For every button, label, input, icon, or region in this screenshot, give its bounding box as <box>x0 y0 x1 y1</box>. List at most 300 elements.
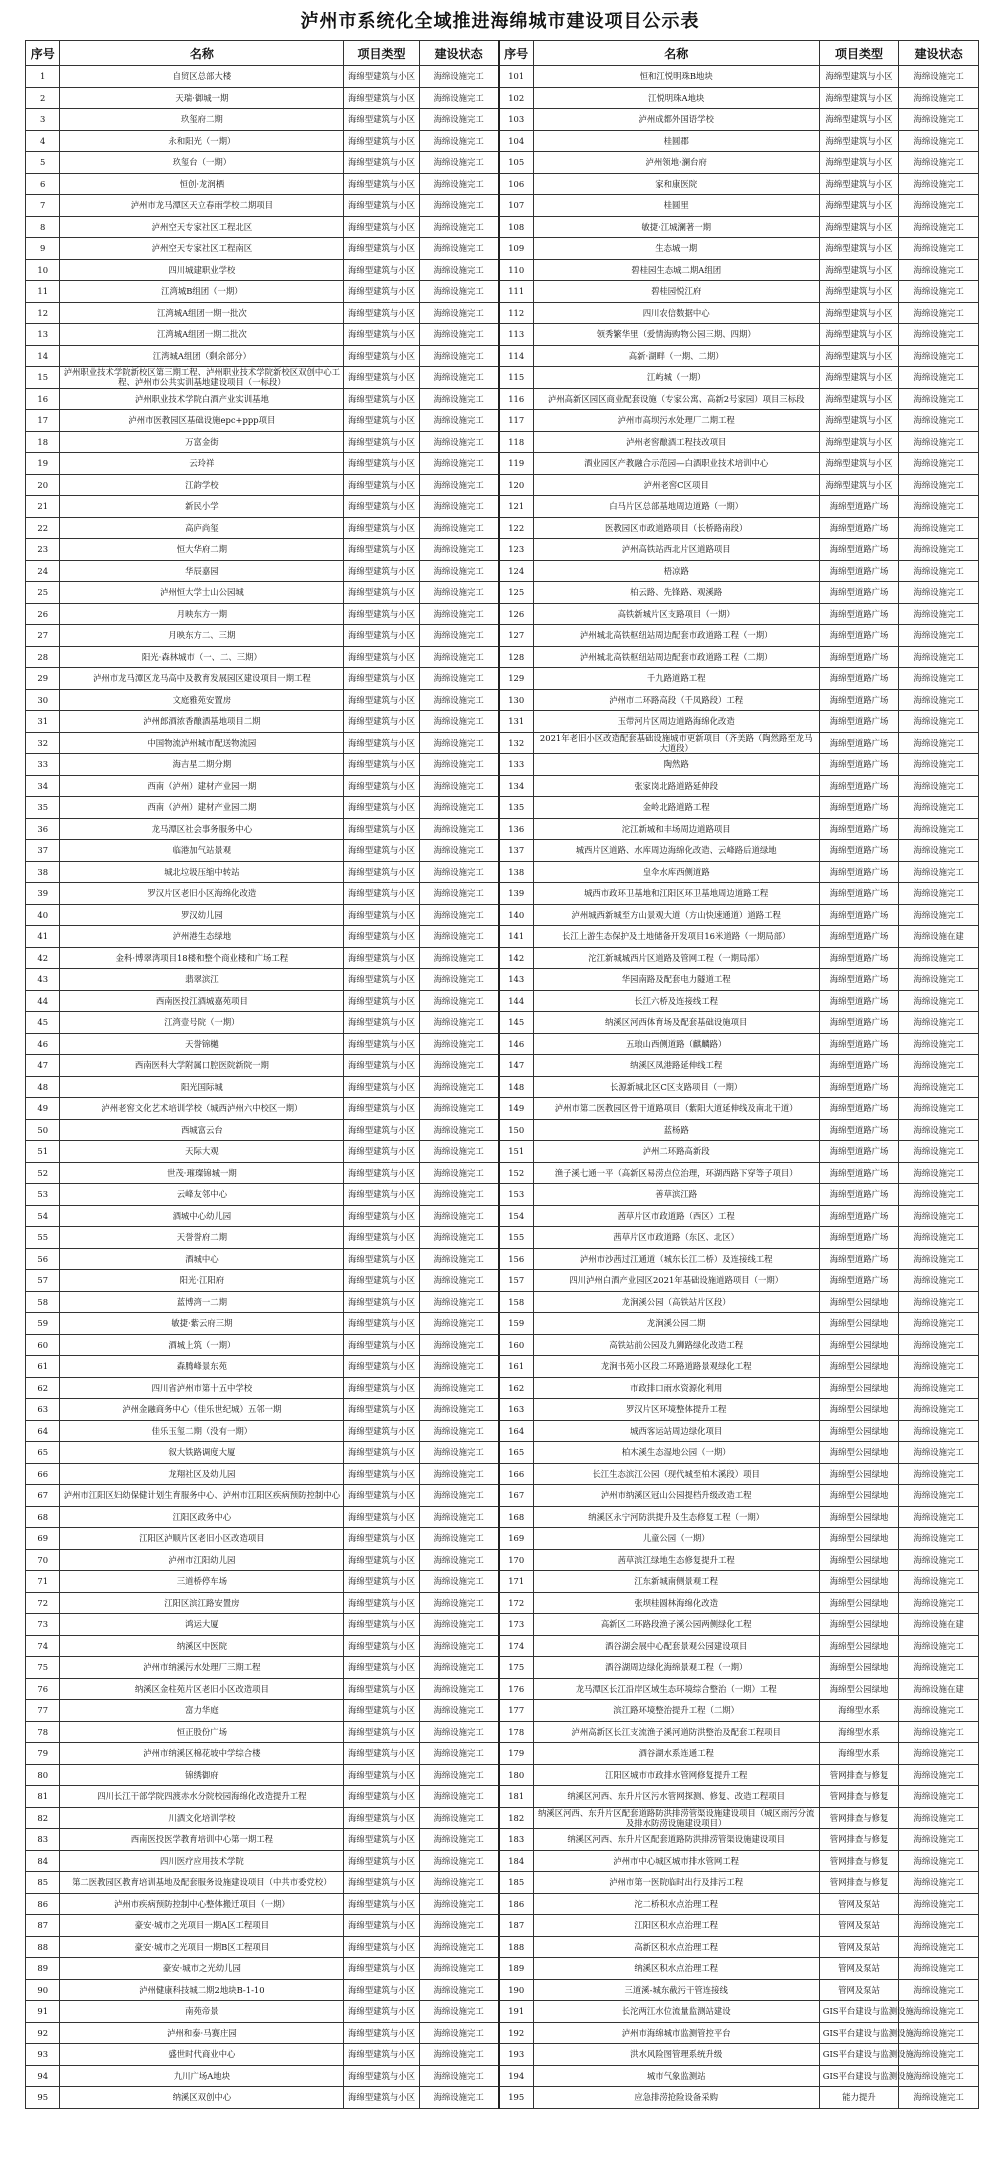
cell-index-left: 17 <box>26 410 60 432</box>
cell-index-right: 108 <box>499 216 533 238</box>
cell-type-left: 海绵型建筑与小区 <box>344 281 419 303</box>
cell-type-left: 海绵型建筑与小区 <box>344 216 419 238</box>
cell-status-left: 海绵设施完工 <box>419 711 499 733</box>
cell-status-right: 海绵设施完工 <box>899 1872 979 1894</box>
cell-name-left: 罗汉幼儿园 <box>60 904 344 926</box>
cell-type-right: 海绵型道路广场 <box>819 668 899 690</box>
cell-name-right: 高新区二环路段渔子溪公园两侧绿化工程 <box>533 1614 819 1636</box>
cell-status-right: 海绵设施完工 <box>899 1506 979 1528</box>
cell-status-left: 海绵设施完工 <box>419 1119 499 1141</box>
cell-name-right: 桂圆郡 <box>533 130 819 152</box>
cell-name-left: 华辰嘉园 <box>60 560 344 582</box>
cell-type-left: 海绵型建筑与小区 <box>344 1936 419 1958</box>
table-row <box>26 281 979 303</box>
table-row <box>26 1098 979 1120</box>
cell-type-right: 海绵型建筑与小区 <box>819 453 899 475</box>
cell-name-right: 张坝桂圆林海绵化改造 <box>533 1592 819 1614</box>
cell-index-left: 14 <box>26 345 60 367</box>
cell-status-left: 海绵设施完工 <box>419 324 499 346</box>
cell-status-right: 海绵设施完工 <box>899 1485 979 1507</box>
cell-status-left: 海绵设施完工 <box>419 1721 499 1743</box>
cell-status-right: 海绵设施完工 <box>899 1786 979 1808</box>
cell-name-left: 天誉锦樾 <box>60 1033 344 1055</box>
cell-type-right: 海绵型公园绿地 <box>819 1528 899 1550</box>
table-row <box>26 1033 979 1055</box>
table-row <box>26 216 979 238</box>
cell-status-left: 海绵设施完工 <box>419 496 499 518</box>
cell-status-left: 海绵设施完工 <box>419 1506 499 1528</box>
cell-status-right: 海绵设施完工 <box>899 1012 979 1034</box>
cell-index-left: 64 <box>26 1420 60 1442</box>
cell-type-right: 海绵型道路广场 <box>819 1076 899 1098</box>
cell-type-left: 海绵型建筑与小区 <box>344 1334 419 1356</box>
cell-name-left: 泸州老窖文化艺术培训学校（城西泸州六中校区一期） <box>60 1098 344 1120</box>
table-row <box>26 2001 979 2023</box>
cell-type-right: 海绵型建筑与小区 <box>819 259 899 281</box>
cell-name-left: 阳光·江阳府 <box>60 1270 344 1292</box>
cell-type-left: 海绵型建筑与小区 <box>344 818 419 840</box>
cell-index-left: 72 <box>26 1592 60 1614</box>
cell-index-left: 56 <box>26 1248 60 1270</box>
cell-status-left: 海绵设施完工 <box>419 302 499 324</box>
cell-type-right: 海绵型建筑与小区 <box>819 302 899 324</box>
cell-index-left: 86 <box>26 1893 60 1915</box>
cell-status-left: 海绵设施完工 <box>419 1399 499 1421</box>
cell-status-right: 海绵设施完工 <box>899 130 979 152</box>
cell-status-left: 海绵设施完工 <box>419 582 499 604</box>
cell-type-right: 海绵型道路广场 <box>819 582 899 604</box>
header-index-right: 序号 <box>499 41 533 66</box>
cell-name-right: 柏木溪生态湿地公园（一期） <box>533 1442 819 1464</box>
table-row <box>26 1334 979 1356</box>
cell-type-left: 海绵型建筑与小区 <box>344 625 419 647</box>
cell-type-left: 海绵型建筑与小区 <box>344 926 419 948</box>
cell-index-right: 188 <box>499 1936 533 1958</box>
cell-type-left: 海绵型建筑与小区 <box>344 1270 419 1292</box>
cell-type-right: 海绵型道路广场 <box>819 754 899 776</box>
cell-type-left: 海绵型建筑与小区 <box>344 517 419 539</box>
cell-index-left: 11 <box>26 281 60 303</box>
cell-type-left: 海绵型建筑与小区 <box>344 689 419 711</box>
cell-name-left: 龙翔社区及幼儿园 <box>60 1463 344 1485</box>
cell-status-left: 海绵设施完工 <box>419 926 499 948</box>
cell-status-left: 海绵设施完工 <box>419 1356 499 1378</box>
cell-index-right: 163 <box>499 1399 533 1421</box>
cell-name-right: 渔子溪七通一平（高新区易涝点位治理，环湖西路下穿等子项目） <box>533 1162 819 1184</box>
cell-status-left: 海绵设施完工 <box>419 1592 499 1614</box>
table-row <box>26 238 979 260</box>
cell-type-left: 海绵型建筑与小区 <box>344 152 419 174</box>
cell-status-right: 海绵设施完工 <box>899 1076 979 1098</box>
cell-status-right: 海绵设施完工 <box>899 195 979 217</box>
cell-index-left: 60 <box>26 1334 60 1356</box>
table-row <box>26 990 979 1012</box>
cell-type-left: 海绵型建筑与小区 <box>344 1442 419 1464</box>
cell-index-left: 80 <box>26 1764 60 1786</box>
cell-name-left: 酒城中心 <box>60 1248 344 1270</box>
cell-name-left: 泸州市江阳幼儿园 <box>60 1549 344 1571</box>
table-row <box>26 173 979 195</box>
cell-name-right: 泸州老窖酿酒工程技改项目 <box>533 431 819 453</box>
cell-status-right: 海绵设施完工 <box>899 1033 979 1055</box>
cell-status-left: 海绵设施完工 <box>419 367 499 389</box>
cell-name-right: 金岭北路道路工程 <box>533 797 819 819</box>
cell-name-right: 城西客运站周边绿化项目 <box>533 1420 819 1442</box>
cell-type-right: 海绵型建筑与小区 <box>819 173 899 195</box>
table-row <box>26 625 979 647</box>
cell-name-right: 泸州市中心城区城市排水管网工程 <box>533 1850 819 1872</box>
cell-status-left: 海绵设施完工 <box>419 1743 499 1765</box>
cell-index-left: 40 <box>26 904 60 926</box>
cell-status-right: 海绵设施完工 <box>899 324 979 346</box>
cell-status-right: 海绵设施完工 <box>899 1184 979 1206</box>
cell-name-left: 四川省泸州市第十五中学校 <box>60 1377 344 1399</box>
cell-name-left: 自贸区总部大楼 <box>60 66 344 88</box>
cell-name-right: 泸州领地·澜台府 <box>533 152 819 174</box>
cell-index-left: 2 <box>26 87 60 109</box>
cell-index-right: 156 <box>499 1248 533 1270</box>
cell-status-right: 海绵设施完工 <box>899 689 979 711</box>
cell-status-right: 海绵设施完工 <box>899 1334 979 1356</box>
cell-status-left: 海绵设施完工 <box>419 947 499 969</box>
cell-type-right: 海绵型建筑与小区 <box>819 216 899 238</box>
cell-type-left: 海绵型建筑与小区 <box>344 66 419 88</box>
cell-index-left: 61 <box>26 1356 60 1378</box>
cell-status-right: 海绵设施完工 <box>899 818 979 840</box>
cell-type-left: 海绵型建筑与小区 <box>344 1807 419 1829</box>
cell-status-right: 海绵设施完工 <box>899 109 979 131</box>
cell-type-right: 海绵型道路广场 <box>819 711 899 733</box>
table-row <box>26 840 979 862</box>
cell-name-right: 长江六桥及连接线工程 <box>533 990 819 1012</box>
cell-index-left: 84 <box>26 1850 60 1872</box>
cell-name-right: 泸州市沙茜过江通道（城东长江二桥）及连接线工程 <box>533 1248 819 1270</box>
cell-type-right: GIS平台建设与监测设施 <box>819 2022 899 2044</box>
table-row <box>26 302 979 324</box>
cell-name-right: 领秀繁华里（爱情海购物公园三期、四期） <box>533 324 819 346</box>
cell-type-right: 海绵型道路广场 <box>819 904 899 926</box>
cell-type-left: 海绵型建筑与小区 <box>344 1571 419 1593</box>
cell-index-right: 111 <box>499 281 533 303</box>
cell-index-right: 166 <box>499 1463 533 1485</box>
table-row <box>26 2022 979 2044</box>
cell-index-left: 52 <box>26 1162 60 1184</box>
cell-index-left: 45 <box>26 1012 60 1034</box>
cell-status-right: 海绵设施完工 <box>899 474 979 496</box>
cell-type-left: 海绵型建筑与小区 <box>344 109 419 131</box>
table-row <box>26 1700 979 1722</box>
cell-index-left: 28 <box>26 646 60 668</box>
cell-name-left: 江湾城A组团一期二批次 <box>60 324 344 346</box>
cell-index-left: 78 <box>26 1721 60 1743</box>
cell-name-left: 锦绣御府 <box>60 1764 344 1786</box>
cell-type-right: 海绵型建筑与小区 <box>819 388 899 410</box>
table-row <box>26 1915 979 1937</box>
cell-name-right: 泸州城北高铁枢纽站周边配套市政道路工程（一期） <box>533 625 819 647</box>
cell-status-left: 海绵设施完工 <box>419 1979 499 2001</box>
cell-type-left: 海绵型建筑与小区 <box>344 603 419 625</box>
cell-index-right: 124 <box>499 560 533 582</box>
cell-type-right: 海绵型道路广场 <box>819 1248 899 1270</box>
table-row <box>26 1119 979 1141</box>
cell-type-left: 海绵型建筑与小区 <box>344 238 419 260</box>
cell-type-left: 海绵型建筑与小区 <box>344 388 419 410</box>
cell-status-left: 海绵设施完工 <box>419 453 499 475</box>
cell-type-left: 海绵型建筑与小区 <box>344 2022 419 2044</box>
cell-status-right: 海绵设施完工 <box>899 754 979 776</box>
cell-name-right: 城市气象监测站 <box>533 2065 819 2087</box>
cell-status-right: 海绵设施在建 <box>899 1614 979 1636</box>
cell-status-right: 海绵设施完工 <box>899 87 979 109</box>
cell-index-right: 107 <box>499 195 533 217</box>
cell-name-right: 茜草滨江绿地生态修复提升工程 <box>533 1549 819 1571</box>
cell-index-right: 187 <box>499 1915 533 1937</box>
cell-type-right: 海绵型道路广场 <box>819 732 899 754</box>
cell-index-left: 1 <box>26 66 60 88</box>
cell-status-left: 海绵设施完工 <box>419 1936 499 1958</box>
table-row <box>26 1356 979 1378</box>
cell-index-right: 137 <box>499 840 533 862</box>
cell-name-right: 酒谷湖会展中心配套景观公园建设项目 <box>533 1635 819 1657</box>
cell-status-right: 海绵设施完工 <box>899 1571 979 1593</box>
cell-index-left: 47 <box>26 1055 60 1077</box>
cell-type-left: 海绵型建筑与小区 <box>344 1119 419 1141</box>
cell-status-right: 海绵设施完工 <box>899 883 979 905</box>
table-row <box>26 1377 979 1399</box>
cell-index-left: 48 <box>26 1076 60 1098</box>
table-row <box>26 603 979 625</box>
header-type-left: 项目类型 <box>344 41 419 66</box>
table-row <box>26 1076 979 1098</box>
cell-index-left: 43 <box>26 969 60 991</box>
cell-name-right: 碧桂园生态城二期A组团 <box>533 259 819 281</box>
cell-name-left: 纳溪区中医院 <box>60 1635 344 1657</box>
cell-status-right: 海绵设施完工 <box>899 1743 979 1765</box>
cell-name-left: 泸州金融商务中心（佳乐世纪城）五邻一期 <box>60 1399 344 1421</box>
cell-status-left: 海绵设施完工 <box>419 1076 499 1098</box>
cell-type-left: 海绵型建筑与小区 <box>344 754 419 776</box>
header-name-right: 名称 <box>533 41 819 66</box>
cell-index-right: 153 <box>499 1184 533 1206</box>
cell-index-left: 49 <box>26 1098 60 1120</box>
cell-status-left: 海绵设施完工 <box>419 603 499 625</box>
cell-type-left: 海绵型建筑与小区 <box>344 1162 419 1184</box>
cell-name-left: 敏捷·紫云府三期 <box>60 1313 344 1335</box>
cell-index-right: 106 <box>499 173 533 195</box>
cell-index-left: 65 <box>26 1442 60 1464</box>
cell-name-right: 罗汉片区环境整体提升工程 <box>533 1399 819 1421</box>
cell-status-right: 海绵设施完工 <box>899 453 979 475</box>
cell-name-left: 泸州恒大学士山公园城 <box>60 582 344 604</box>
cell-type-right: 海绵型公园绿地 <box>819 1678 899 1700</box>
cell-name-right: 酒谷湖水系连通工程 <box>533 1743 819 1765</box>
cell-status-right: 海绵设施完工 <box>899 711 979 733</box>
cell-index-right: 164 <box>499 1420 533 1442</box>
cell-index-right: 159 <box>499 1313 533 1335</box>
table-row <box>26 66 979 88</box>
cell-status-left: 海绵设施完工 <box>419 87 499 109</box>
cell-index-right: 118 <box>499 431 533 453</box>
table-row <box>26 1485 979 1507</box>
table-row <box>26 388 979 410</box>
cell-status-left: 海绵设施完工 <box>419 1528 499 1550</box>
cell-name-left: 天瑞·御城一期 <box>60 87 344 109</box>
cell-name-left: 永和阳光（一期） <box>60 130 344 152</box>
cell-name-left: 鸿运大厦 <box>60 1614 344 1636</box>
cell-status-right: 海绵设施完工 <box>899 1377 979 1399</box>
cell-status-right: 海绵设施完工 <box>899 1442 979 1464</box>
cell-type-left: 海绵型建筑与小区 <box>344 2087 419 2109</box>
cell-status-left: 海绵设施完工 <box>419 797 499 819</box>
cell-status-right: 海绵设施完工 <box>899 990 979 1012</box>
cell-index-right: 140 <box>499 904 533 926</box>
table-row <box>26 431 979 453</box>
cell-name-left: 四川长江干部学院四渡赤水分院校园海绵化改造提升工程 <box>60 1786 344 1808</box>
cell-index-right: 158 <box>499 1291 533 1313</box>
cell-status-left: 海绵设施完工 <box>419 1141 499 1163</box>
cell-status-left: 海绵设施完工 <box>419 560 499 582</box>
cell-type-left: 海绵型建筑与小区 <box>344 367 419 389</box>
cell-type-left: 海绵型建筑与小区 <box>344 1872 419 1894</box>
cell-type-right: 海绵型道路广场 <box>819 990 899 1012</box>
cell-type-right: 海绵型道路广场 <box>819 560 899 582</box>
cell-name-left: 江湾城B组团（一期） <box>60 281 344 303</box>
cell-index-left: 13 <box>26 324 60 346</box>
cell-index-left: 87 <box>26 1915 60 1937</box>
cell-index-right: 136 <box>499 818 533 840</box>
cell-status-right: 海绵设施完工 <box>899 431 979 453</box>
cell-status-left: 海绵设施完工 <box>419 2044 499 2066</box>
cell-name-left: 泸州市医教园区基础设施epc+ppp项目 <box>60 410 344 432</box>
cell-status-left: 海绵设施完工 <box>419 1958 499 1980</box>
table-row <box>26 582 979 604</box>
cell-type-right: 海绵型道路广场 <box>819 603 899 625</box>
cell-type-left: 海绵型建筑与小区 <box>344 496 419 518</box>
cell-status-right: 海绵设施完工 <box>899 797 979 819</box>
cell-name-left: 酒城中心幼儿园 <box>60 1205 344 1227</box>
cell-index-right: 131 <box>499 711 533 733</box>
cell-index-right: 186 <box>499 1893 533 1915</box>
cell-status-left: 海绵设施完工 <box>419 1270 499 1292</box>
table-row <box>26 1721 979 1743</box>
cell-name-left: 云峰友邻中心 <box>60 1184 344 1206</box>
cell-index-left: 3 <box>26 109 60 131</box>
cell-name-right: 茜草片区市政道路（西区）工程 <box>533 1205 819 1227</box>
cell-status-right: 海绵设施完工 <box>899 1399 979 1421</box>
cell-index-left: 70 <box>26 1549 60 1571</box>
cell-name-right: 柏云路、先锋路、观溪路 <box>533 582 819 604</box>
cell-index-right: 135 <box>499 797 533 819</box>
cell-type-right: 海绵型建筑与小区 <box>819 66 899 88</box>
cell-status-right: 海绵设施完工 <box>899 1700 979 1722</box>
cell-status-left: 海绵设施完工 <box>419 1098 499 1120</box>
cell-name-left: 酒城上筑（一期） <box>60 1334 344 1356</box>
cell-name-right: 江阳区城市市政排水管网修复提升工程 <box>533 1764 819 1786</box>
cell-type-right: 海绵型建筑与小区 <box>819 130 899 152</box>
table-row <box>26 1012 979 1034</box>
table-row <box>26 969 979 991</box>
cell-status-left: 海绵设施完工 <box>419 1657 499 1679</box>
cell-type-left: 海绵型建筑与小区 <box>344 1141 419 1163</box>
cell-index-left: 93 <box>26 2044 60 2066</box>
table-body <box>26 66 979 2109</box>
cell-name-left: 盛世时代商业中心 <box>60 2044 344 2066</box>
cell-name-left: 三道桥停车场 <box>60 1571 344 1593</box>
cell-type-right: 海绵型公园绿地 <box>819 1377 899 1399</box>
cell-name-right: 千九路道路工程 <box>533 668 819 690</box>
cell-name-right: 华园南路及配套电力隧道工程 <box>533 969 819 991</box>
cell-status-right: 海绵设施完工 <box>899 1356 979 1378</box>
cell-index-left: 37 <box>26 840 60 862</box>
cell-type-left: 海绵型建筑与小区 <box>344 2044 419 2066</box>
cell-index-right: 189 <box>499 1958 533 1980</box>
cell-index-left: 71 <box>26 1571 60 1593</box>
cell-status-right: 海绵设施完工 <box>899 517 979 539</box>
cell-status-right: 海绵设施完工 <box>899 1313 979 1335</box>
cell-status-right: 海绵设施完工 <box>899 238 979 260</box>
cell-type-right: 管网及泵站 <box>819 1915 899 1937</box>
cell-type-right: 海绵型建筑与小区 <box>819 345 899 367</box>
cell-status-left: 海绵设施完工 <box>419 689 499 711</box>
table-row <box>26 818 979 840</box>
cell-name-right: 高新区积水点治理工程 <box>533 1936 819 1958</box>
cell-index-right: 105 <box>499 152 533 174</box>
cell-index-left: 83 <box>26 1829 60 1851</box>
cell-name-left: 月映东方一期 <box>60 603 344 625</box>
cell-type-left: 海绵型建筑与小区 <box>344 1614 419 1636</box>
cell-status-left: 海绵设施完工 <box>419 1055 499 1077</box>
cell-name-left: 云玲祥 <box>60 453 344 475</box>
cell-status-left: 海绵设施完工 <box>419 517 499 539</box>
cell-name-right: 市政排口雨水资源化利用 <box>533 1377 819 1399</box>
cell-status-right: 海绵设施完工 <box>899 904 979 926</box>
cell-status-left: 海绵设施完工 <box>419 625 499 647</box>
cell-status-right: 海绵设施完工 <box>899 1205 979 1227</box>
cell-type-right: 管网及泵站 <box>819 1936 899 1958</box>
cell-type-left: 海绵型建筑与小区 <box>344 345 419 367</box>
cell-name-right: 泸州市第二医教园区骨干道路项目（紫阳大道延伸线及南北干道） <box>533 1098 819 1120</box>
header-index-left: 序号 <box>26 41 60 66</box>
cell-type-right: 海绵型道路广场 <box>819 1205 899 1227</box>
cell-index-left: 69 <box>26 1528 60 1550</box>
table-row <box>26 2044 979 2066</box>
cell-index-left: 74 <box>26 1635 60 1657</box>
cell-status-right: 海绵设施完工 <box>899 646 979 668</box>
cell-type-left: 海绵型建筑与小区 <box>344 453 419 475</box>
cell-type-right: 海绵型建筑与小区 <box>819 281 899 303</box>
cell-name-left: 城北垃圾压缩中转站 <box>60 861 344 883</box>
cell-type-left: 海绵型建筑与小区 <box>344 560 419 582</box>
header-status-left: 建设状态 <box>419 41 499 66</box>
cell-type-right: 海绵型道路广场 <box>819 861 899 883</box>
cell-name-right: 江悦明珠A地块 <box>533 87 819 109</box>
cell-index-left: 19 <box>26 453 60 475</box>
cell-status-right: 海绵设施完工 <box>899 2044 979 2066</box>
cell-index-left: 31 <box>26 711 60 733</box>
cell-type-right: 海绵型道路广场 <box>819 947 899 969</box>
cell-name-right: 四川泸州白酒产业园区2021年基础设施道路项目（一期） <box>533 1270 819 1292</box>
cell-name-right: 茜草片区市政道路（东区、北区） <box>533 1227 819 1249</box>
cell-index-left: 35 <box>26 797 60 819</box>
cell-name-right: 泸州城西新城至方山景观大道（方山快速通道）道路工程 <box>533 904 819 926</box>
cell-name-right: 应急排涝抢险设备采购 <box>533 2087 819 2109</box>
cell-index-left: 27 <box>26 625 60 647</box>
cell-index-right: 176 <box>499 1678 533 1700</box>
cell-name-left: 江阳区政务中心 <box>60 1506 344 1528</box>
cell-name-right: 白马片区总部基地周边道路（一期） <box>533 496 819 518</box>
table-row <box>26 1442 979 1464</box>
cell-name-left: 江阳区滨江路安置房 <box>60 1592 344 1614</box>
